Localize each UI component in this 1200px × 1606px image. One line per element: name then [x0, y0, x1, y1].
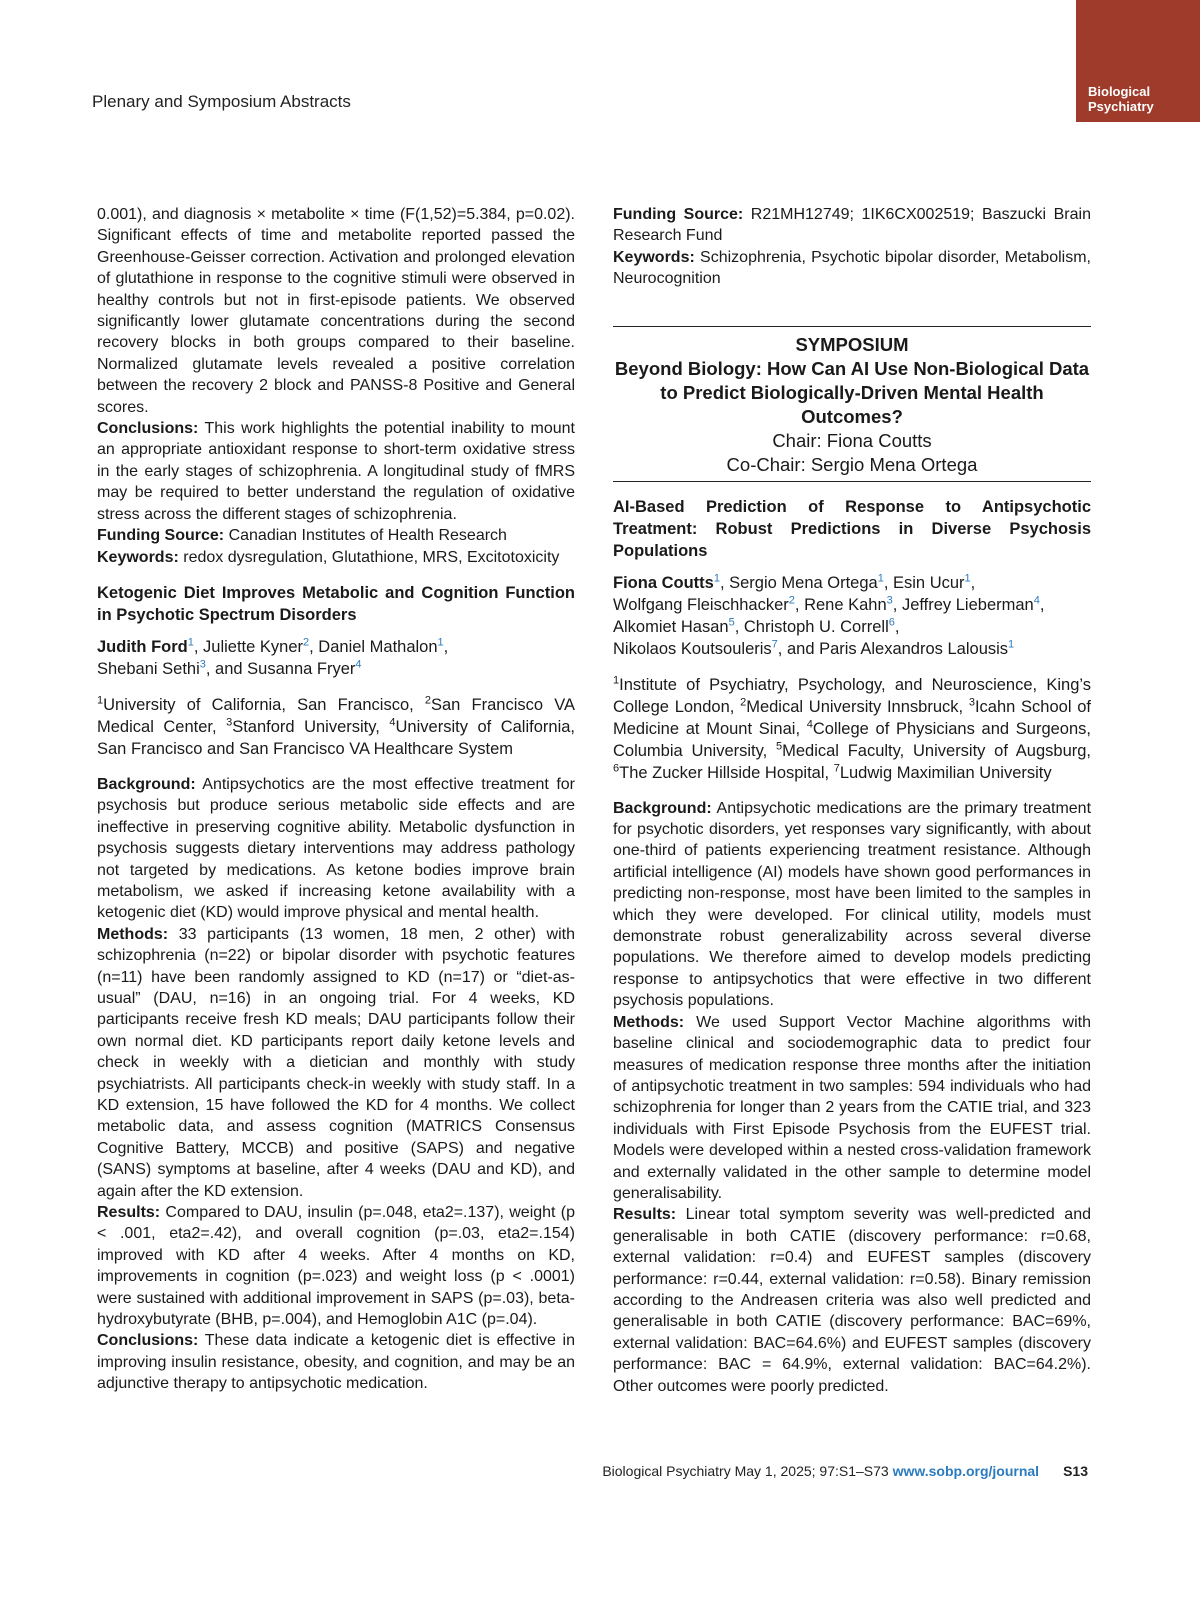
author: Esin Ucur: [893, 573, 965, 592]
symposium-chair: Chair: Fiona Coutts: [772, 429, 932, 451]
footer-citation: Biological Psychiatry May 1, 2025; 97:S1–S73: [602, 1463, 889, 1479]
author: Juliette Kyner: [203, 637, 303, 656]
author: Christoph U. Correll: [743, 617, 889, 636]
author: Alkomiet Hasan: [613, 617, 729, 636]
symposium-heading: SYMPOSIUM: [795, 333, 909, 355]
abstract-title: AI-Based Prediction of Response to Antipsychotic Treatment: Robust Predictions in Diverse Psychosis Populations: [613, 497, 1091, 560]
author: Nikolaos Koutsouleris: [613, 639, 772, 658]
methods-paragraph: Methods: We used Support Vector Machine algorithms with baseline clinical and sociodemographic data to predict four measures of medication response three months after the initiation of antipsychotic treatment in two samples: 594 individuals who had schizophrenia for longer than 2 years from the CATIE trial, and 323 individuals with First Episode Psychosis from the EUFEST trial. Models were developed within a nested cross-validation framework and externally validated in the other sample to determine model generalisability.: [613, 1013, 1091, 1202]
page-footer: [602, 1463, 1088, 1479]
results-paragraph: Results: Compared to DAU, insulin (p=.048, eta2=.137), weight (p < .001, eta2=.42), and overall cognition (p=.03, eta2=.154) improved with KD after 4 weeks. After 4 months on KD, improvements in cognition (p=.023) and weight loss (p < .0001) were sustained with additional improvement in SAPS (p=.03), beta-hydroxybutyrate (BHB, p=.004), and Hemoglobin A1C (p=.04).: [97, 1204, 575, 1329]
left-column: [97, 204, 575, 1395]
conclusions-paragraph: Conclusions: This work highlights the potential inability to mount an appropriate antioxidant response to short-term oxidative stress in the early stages of schizophrenia. A longitudinal study of fMRS may be required to better understand the regulation of oxidative stress across the different stages of schizophrenia.: [97, 420, 575, 523]
journal-link[interactable]: www.sobp.org/journal: [892, 1463, 1040, 1479]
conclusions-paragraph: Conclusions: These data indicate a ketogenic diet is effective in improving insulin resistance, obesity, and cognition, and may be an adjunctive therapy to antipsychotic medication.: [97, 1332, 575, 1393]
author: Rene Kahn: [804, 595, 887, 614]
symposium-cochair: Co-Chair: Sergio Mena Ortega: [726, 453, 978, 475]
keywords-paragraph: Keywords: redox dysregulation, Glutathione, MRS, Excitotoxicity: [97, 548, 560, 566]
author: Daniel Mathalon: [318, 637, 438, 656]
affiliations: $^1$Institute of Psychiatry, Psychology, and Neuroscience, King’s College London, $^2$Medical University Innsbruck, $^3$Icahn School of Medicine at Mount Sinai, $^4$College of Physicians and Surgeons, Columbia University, $^5$Medical Faculty, University of Augsburg, $^6$The Zucker Hillside Hospital, $^7$Ludwig Maximilian University: [613, 674, 1092, 782]
author: Paris Alexandros Lalousis: [819, 639, 1009, 658]
funding-paragraph: Funding Source: R21MH12749; 1IK6CX002519; Baszucki Brain Research Fund: [613, 206, 1091, 245]
background-paragraph: Background: Antipsychotic medications are the primary treatment for psychotic disorders, yet responses vary significantly, with about one-third of patients experiencing treatment resistance. Although artificial intelligence (AI) models have shown good performances in predicting non-response, most have been limited to the samples in which they were developed. For clinical utility, models must demonstrate robust generalizability across several diverse populations. We therefore aimed to develop models predicting response to antipsychotics that were effective in two different psychosis populations.: [613, 799, 1092, 1010]
methods-paragraph: Methods: 33 participants (13 women, 18 men, 2 other) with schizophrenia (n=22) or bipolar disorder with psychotic features (n=11) have been randomly assigned to KD (n=17) or “diet-as-usual” (DAU, n=16) in an ongoing trial. For 4 weeks, KD participants receive fresh KD meals; DAU participants follow their own normal diet. KD participants report daily ketone levels and check in weekly with a dietician and monthly with study psychiatrists. All participants check-in weekly with study staff. In a KD extension, 15 have followed the KD for 4 months. We collect metabolic data, and assess cognition (MATRICS Consensus Cognitive Battery, MCCB) and positive (SAPS) and negative (SANS) symptoms at baseline, after 4 weeks (DAU and KD), and again after the KD extension.: [97, 925, 575, 1200]
keywords-paragraph: Keywords: Schizophrenia, Psychotic bipolar disorder, Metabolism, Neurocognition: [613, 248, 1091, 288]
symposium-title: Beyond Biology: How Can AI Use Non-Biological Data to Predict Biologically-Driven Mental Health Outcomes?: [614, 357, 1090, 427]
right-column: [613, 204, 1091, 1397]
author: Jeffrey Lieberman: [901, 595, 1034, 614]
running-head: Plenary and Symposium Abstracts: [92, 92, 351, 111]
background-paragraph: Background: Antipsychotics are the most effective treatment for psychosis but produce serious metabolic side effects and are ineffective in preserving cognitive ability. Metabolic dysfunction in psychosis suggests dietary interventions may address pathology not targeted by medications. As ketone bodies improve brain metabolism, we asked if increasing ketone availability with a ketogenic diet (KD) would improve physical and mental health.: [97, 775, 576, 922]
author: Fiona Coutts: [613, 573, 714, 592]
journal-badge: [1076, 0, 1200, 122]
results-paragraph: Results: Linear total symptom severity was well-predicted and generalisable in both CATIE (discovery performance: r=0.68, external validation: r=0.4) and EUFEST samples (discovery performance: r=0.44, external validation: r=0.58). Binary remission according to the Andreasen criteria was also well predicted and generalisable in both CATIE (discovery performance: BAC=69%, external validation: BAC=64.6%) and EUFEST samples (discovery performance: BAC = 64.9%, external validation: BAC=64.2%). Other outcomes were poorly predicted.: [613, 1206, 1091, 1395]
continued-paragraph: 0.001), and diagnosis × metabolite × time (F(1,52)=5.384, p=0.02). Significant effects of time and metabolite reported passed the Greenhouse-Geisser correction. Activation and prolonged elevation of glutathione in response to the cognitive stimuli were observed in healthy controls but not in first-episode patients. We observed significantly lower glutamate concentrations during the second recovery blocks in both groups compared to their baseline. Normalized glutamate levels revealed a positive correlation between the recovery 2 block and PANSS-8 Positive and General scores.: [97, 206, 575, 416]
author: Susanna Fryer: [247, 659, 356, 678]
journal-badge-line-2: Psychiatry: [1088, 99, 1154, 114]
author-list: Judith Ford$^1$, Juliette Kyner$^2$, Daniel Mathalon$^1$, Shebani Sethi$^3$, and Susanna Fryer$^4$: [97, 636, 449, 678]
affiliations: $^1$University of California, San Francisco, $^2$San Francisco VA Medical Center, $^3$Stanford University, $^4$University of California, San Francisco and San Francisco VA Healthcare System: [97, 694, 575, 758]
author: Sergio Mena Ortega: [729, 573, 878, 592]
author-list: Fiona Coutts$^1$, Sergio Mena Ortega$^1$, Esin Ucur$^1$, Wolfgang Fleischhacker$^2$, Rene Kahn$^3$, Jeffrey Lieberman$^4$, Alkomiet Hasan$^5$, Christoph U. Correll$^6$, Nikolaos Koutsouleris$^7$, and Paris Alexandros Lalousis$^1$: [613, 572, 1045, 658]
author: Judith Ford: [97, 637, 188, 656]
page-number: S13: [1063, 1463, 1088, 1479]
funding-paragraph: Funding Source: Canadian Institutes of Health Research: [97, 527, 507, 545]
journal-badge-line-1: Biological: [1088, 84, 1151, 99]
abstract-title: Ketogenic Diet Improves Metabolic and Cognition Function in Psychotic Spectrum Disorders: [97, 583, 575, 624]
author: Wolfgang Fleischhacker: [613, 595, 789, 614]
symposium-box: [613, 326, 1091, 482]
author: Shebani Sethi: [97, 659, 200, 678]
